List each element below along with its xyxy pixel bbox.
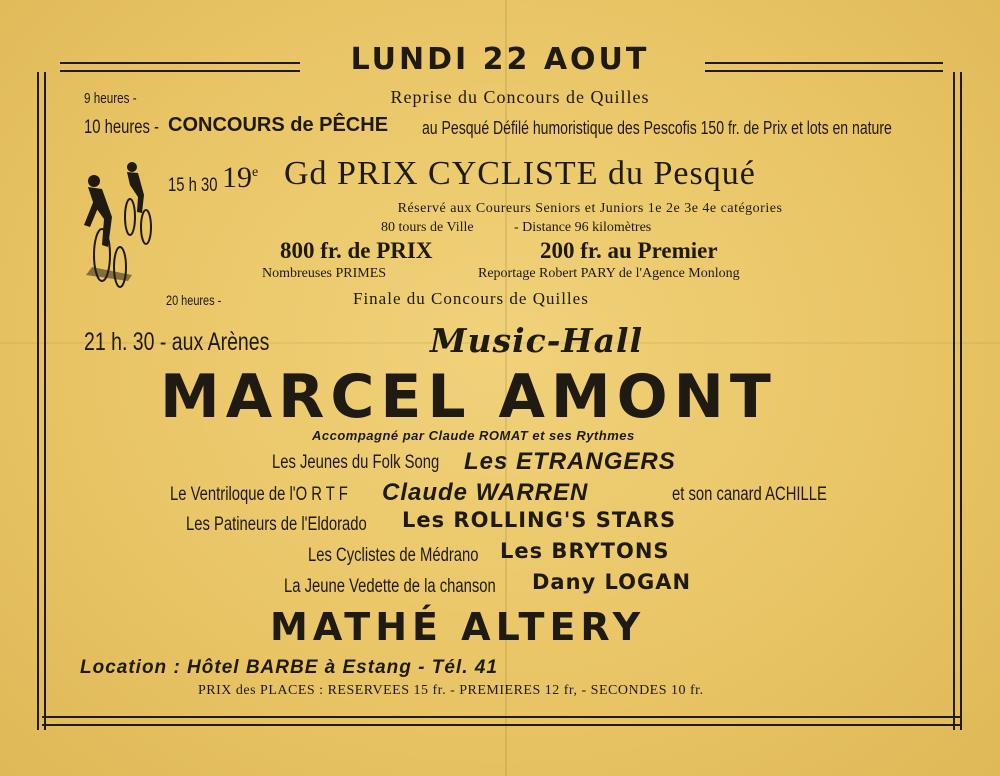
border-left [44, 72, 46, 730]
bottom-rule [42, 716, 960, 718]
prix-total: 800 fr. de PRIX [280, 238, 433, 263]
headliner: MARCEL AMONT [160, 362, 777, 432]
act-intro: Les Jeunes du Folk Song [272, 452, 440, 473]
peche-title: CONCOURS de PÊCHE [168, 114, 389, 136]
cycliste-reserve: Réservé aux Coureurs Seniors et Juniors 1e 2e 3e 4e catégories [397, 201, 783, 216]
cyclists-icon [72, 155, 162, 290]
act-name: Les ETRANGERS [464, 448, 676, 475]
act-intro: Les Cyclistes de Médrano [308, 545, 479, 566]
border-right [960, 72, 962, 730]
cycliste-tours: 80 tours de Ville [381, 220, 474, 235]
border-left [37, 72, 39, 730]
quilles-time: 9 heures - [84, 90, 137, 107]
primes: Nombreuses PRIMES [262, 266, 387, 281]
bottom-rule [42, 724, 960, 726]
peche-desc: au Pesqué Défilé humoristique des Pescofis 150 fr. de Prix et lots en nature [422, 118, 892, 138]
cycliste-number-suffix: e [252, 165, 259, 180]
accompany: Accompagné par Claude ROMAT et ses Rythmes [312, 428, 635, 443]
act-extra: et son canard ACHILLE [672, 484, 827, 505]
act-intro: Le Ventriloque de l'O R T F [170, 484, 348, 505]
act-name: Les BRYTONS [500, 539, 670, 563]
location: Location : Hôtel BARBE à Estang - Tél. 41 [80, 657, 498, 678]
act-name: Claude WARREN [382, 479, 589, 506]
cycliste-number: 19 [222, 161, 252, 194]
act-intro: Les Patineurs de l'Eldorado [186, 514, 367, 535]
cycliste-distance: - Distance 96 kilomètres [514, 220, 652, 235]
finale-time: 20 heures - [166, 292, 222, 308]
cycliste-edition [222, 161, 258, 195]
show-title: Music-Hall [430, 321, 644, 360]
show-time: 21 h. 30 - aux Arènes [84, 328, 270, 356]
reportage: Reportage Robert PARY de l'Agence Monlong [478, 266, 740, 281]
border-right [953, 72, 955, 730]
event-date: LUNDI 22 AOUT [350, 42, 650, 77]
ticket-prices: PRIX des PLACES : RESERVEES 15 fr. - PREMIERES 12 fr, - SECONDES 10 fr. [198, 683, 704, 698]
cycliste-title: Gd PRIX CYCLISTE du Pesqué [284, 155, 756, 192]
act-name: Dany LOGAN [532, 570, 692, 594]
cycliste-time: 15 h 30 [168, 175, 218, 196]
cyclists-icon [72, 155, 162, 290]
prix-premier: 200 fr. au Premier [540, 238, 718, 263]
finale-star: MATHÉ ALTERY [270, 605, 646, 649]
finale-title: Finale du Concours de Quilles [353, 289, 589, 308]
peche-time: 10 heures - [84, 117, 159, 138]
act-intro: La Jeune Vedette de la chanson [284, 576, 496, 597]
quilles-title: Reprise du Concours de Quilles [390, 87, 650, 107]
act-name: Les ROLLING'S STARS [402, 508, 677, 532]
